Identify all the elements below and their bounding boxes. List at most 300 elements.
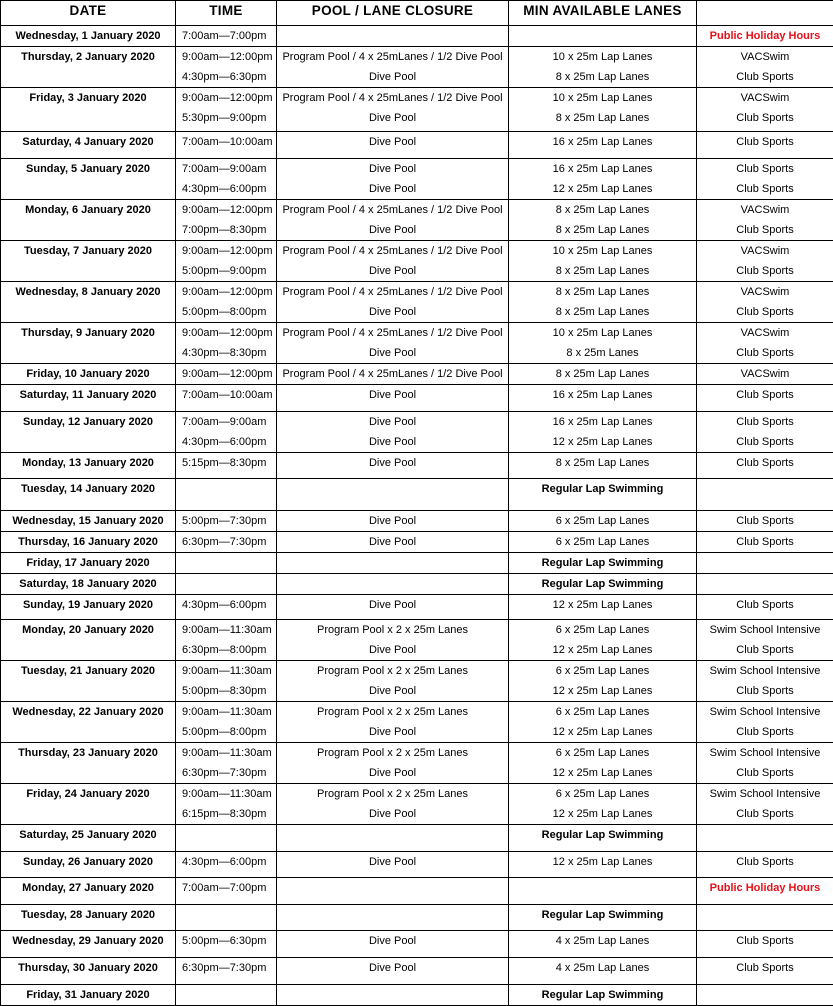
pool-cell bbox=[277, 958, 509, 985]
time-text: 4:30pm—8:30pm bbox=[176, 343, 276, 363]
header-pool: POOL / LANE CLOSURE bbox=[277, 1, 509, 26]
lanes-text: 12 x 25m Lap Lanes bbox=[509, 595, 696, 615]
pool-cell bbox=[277, 453, 509, 479]
lanes-cell bbox=[509, 595, 697, 620]
lanes-text: 6 x 25m Lap Lanes bbox=[509, 743, 696, 763]
pool-text bbox=[277, 878, 508, 898]
schedule-body bbox=[1, 26, 833, 1006]
date-text: Wednesday, 1 January 2020 bbox=[1, 26, 175, 46]
note-text: Club Sports bbox=[697, 595, 833, 615]
note-text: Club Sports bbox=[697, 763, 833, 783]
date-cell bbox=[1, 47, 176, 88]
time-text bbox=[176, 479, 276, 499]
pool-text: Dive Pool bbox=[277, 67, 508, 87]
pool-text bbox=[277, 825, 508, 845]
time-text: 9:00am—12:00pm bbox=[176, 364, 276, 384]
table-row bbox=[1, 553, 833, 574]
lanes-text: 12 x 25m Lap Lanes bbox=[509, 804, 696, 824]
time-cell bbox=[176, 159, 277, 200]
pool-cell bbox=[277, 620, 509, 661]
table-row bbox=[1, 574, 833, 595]
table-row bbox=[1, 661, 833, 702]
time-cell bbox=[176, 532, 277, 553]
pool-cell bbox=[277, 159, 509, 200]
date-cell bbox=[1, 132, 176, 159]
date-text: Wednesday, 15 January 2020 bbox=[1, 511, 175, 531]
pool-text: Dive Pool bbox=[277, 132, 508, 152]
note-text: VACSwim bbox=[697, 200, 833, 220]
pool-cell bbox=[277, 412, 509, 453]
note-cell bbox=[697, 620, 833, 661]
lanes-text: 12 x 25m Lap Lanes bbox=[509, 722, 696, 742]
note-text: VACSwim bbox=[697, 241, 833, 261]
lanes-cell bbox=[509, 47, 697, 88]
pool-text bbox=[277, 26, 508, 46]
date-text: Monday, 6 January 2020 bbox=[1, 200, 175, 220]
date-text: Monday, 20 January 2020 bbox=[1, 620, 175, 640]
pool-text: Program Pool / 4 x 25mLanes / 1/2 Dive Pool bbox=[277, 241, 508, 261]
pool-text: Dive Pool bbox=[277, 412, 508, 432]
pool-text: Dive Pool bbox=[277, 385, 508, 405]
lanes-cell bbox=[509, 702, 697, 743]
pool-text: Dive Pool bbox=[277, 804, 508, 824]
time-cell bbox=[176, 620, 277, 661]
note-cell bbox=[697, 385, 833, 412]
note-cell bbox=[697, 282, 833, 323]
lanes-cell bbox=[509, 159, 697, 200]
pool-cell bbox=[277, 878, 509, 905]
header-time: TIME bbox=[176, 1, 277, 26]
lanes-text: 8 x 25m Lap Lanes bbox=[509, 220, 696, 240]
lanes-text: 8 x 25m Lap Lanes bbox=[509, 453, 696, 473]
lanes-text: 16 x 25m Lap Lanes bbox=[509, 385, 696, 405]
note-text: Club Sports bbox=[697, 722, 833, 742]
lanes-cell bbox=[509, 26, 697, 47]
lanes-cell bbox=[509, 132, 697, 159]
lanes-cell bbox=[509, 574, 697, 595]
date-text: Thursday, 16 January 2020 bbox=[1, 532, 175, 552]
pool-text: Dive Pool bbox=[277, 108, 508, 128]
note-text: Club Sports bbox=[697, 931, 833, 951]
lanes-text: Regular Lap Swimming bbox=[509, 553, 696, 573]
date-text: Thursday, 23 January 2020 bbox=[1, 743, 175, 763]
pool-text: Dive Pool bbox=[277, 220, 508, 240]
table-row bbox=[1, 385, 833, 412]
lanes-cell bbox=[509, 200, 697, 241]
time-text: 9:00am—11:30am bbox=[176, 702, 276, 722]
note-text: Club Sports bbox=[697, 412, 833, 432]
note-text: Club Sports bbox=[697, 852, 833, 872]
date-text: Wednesday, 29 January 2020 bbox=[1, 931, 175, 951]
lanes-text: 12 x 25m Lap Lanes bbox=[509, 681, 696, 701]
pool-text: Program Pool / 4 x 25mLanes / 1/2 Dive Pool bbox=[277, 88, 508, 108]
time-cell bbox=[176, 88, 277, 132]
lanes-text: 8 x 25m Lap Lanes bbox=[509, 200, 696, 220]
note-cell bbox=[697, 132, 833, 159]
table-row bbox=[1, 702, 833, 743]
lanes-cell bbox=[509, 852, 697, 878]
note-text: VACSwim bbox=[697, 47, 833, 67]
note-text bbox=[697, 553, 833, 573]
note-cell bbox=[697, 200, 833, 241]
lanes-text: Regular Lap Swimming bbox=[509, 985, 696, 1005]
header-note bbox=[697, 1, 833, 26]
note-text bbox=[697, 479, 833, 499]
time-text: 5:30pm—9:00pm bbox=[176, 108, 276, 128]
lanes-text: 16 x 25m Lap Lanes bbox=[509, 412, 696, 432]
pool-text: Program Pool / 4 x 25mLanes / 1/2 Dive Pool bbox=[277, 47, 508, 67]
date-text: Friday, 31 January 2020 bbox=[1, 985, 175, 1005]
time-text: 9:00am—11:30am bbox=[176, 620, 276, 640]
note-cell bbox=[697, 453, 833, 479]
time-cell bbox=[176, 479, 277, 511]
lanes-cell bbox=[509, 553, 697, 574]
date-cell bbox=[1, 825, 176, 852]
lanes-text: 8 x 25m Lap Lanes bbox=[509, 261, 696, 281]
note-cell bbox=[697, 878, 833, 905]
lanes-cell bbox=[509, 88, 697, 132]
pool-cell bbox=[277, 479, 509, 511]
note-text: VACSwim bbox=[697, 364, 833, 384]
note-text: Club Sports bbox=[697, 179, 833, 199]
note-text: Swim School Intensive bbox=[697, 620, 833, 640]
lanes-cell bbox=[509, 241, 697, 282]
time-text: 5:00pm—8:00pm bbox=[176, 302, 276, 322]
lanes-text: 10 x 25m Lap Lanes bbox=[509, 323, 696, 343]
date-text: Sunday, 26 January 2020 bbox=[1, 852, 175, 872]
pool-text bbox=[277, 985, 508, 1005]
time-text: 9:00am—12:00pm bbox=[176, 323, 276, 343]
lanes-text: Regular Lap Swimming bbox=[509, 574, 696, 594]
note-cell bbox=[697, 931, 833, 958]
pool-text: Dive Pool bbox=[277, 958, 508, 978]
date-text: Monday, 27 January 2020 bbox=[1, 878, 175, 898]
time-text: 9:00am—12:00pm bbox=[176, 47, 276, 67]
table-row bbox=[1, 931, 833, 958]
time-cell bbox=[176, 364, 277, 385]
note-cell bbox=[697, 985, 833, 1006]
time-text: 9:00am—11:30am bbox=[176, 784, 276, 804]
time-text: 9:00am—12:00pm bbox=[176, 88, 276, 108]
pool-text bbox=[277, 479, 508, 499]
note-cell bbox=[697, 702, 833, 743]
note-text: Club Sports bbox=[697, 681, 833, 701]
time-text: 7:00am—7:00pm bbox=[176, 26, 276, 46]
table-row bbox=[1, 200, 833, 241]
note-text: Club Sports bbox=[697, 804, 833, 824]
time-cell bbox=[176, 931, 277, 958]
time-cell bbox=[176, 412, 277, 453]
time-cell bbox=[176, 825, 277, 852]
pool-cell bbox=[277, 743, 509, 784]
lanes-text: 10 x 25m Lap Lanes bbox=[509, 47, 696, 67]
lanes-text: 8 x 25m Lap Lanes bbox=[509, 302, 696, 322]
lanes-cell bbox=[509, 958, 697, 985]
date-cell bbox=[1, 784, 176, 825]
pool-cell bbox=[277, 574, 509, 595]
note-cell bbox=[697, 364, 833, 385]
pool-text: Dive Pool bbox=[277, 261, 508, 281]
table-row bbox=[1, 323, 833, 364]
table-row bbox=[1, 364, 833, 385]
lanes-text: Regular Lap Swimming bbox=[509, 905, 696, 925]
pool-cell bbox=[277, 784, 509, 825]
note-text: Club Sports bbox=[697, 108, 833, 128]
time-text: 9:00am—11:30am bbox=[176, 743, 276, 763]
note-text: Club Sports bbox=[697, 432, 833, 452]
date-cell bbox=[1, 620, 176, 661]
pool-cell bbox=[277, 26, 509, 47]
note-text: Swim School Intensive bbox=[697, 784, 833, 804]
note-text: Club Sports bbox=[697, 385, 833, 405]
note-text: VACSwim bbox=[697, 88, 833, 108]
pool-cell bbox=[277, 282, 509, 323]
date-cell bbox=[1, 595, 176, 620]
pool-text: Dive Pool bbox=[277, 532, 508, 552]
table-row bbox=[1, 282, 833, 323]
note-text bbox=[697, 905, 833, 925]
lanes-text: Regular Lap Swimming bbox=[509, 825, 696, 845]
note-text: Club Sports bbox=[697, 261, 833, 281]
note-text bbox=[697, 825, 833, 845]
time-text: 5:15pm—8:30pm bbox=[176, 453, 276, 473]
note-text bbox=[697, 574, 833, 594]
pool-text bbox=[277, 905, 508, 925]
note-text: VACSwim bbox=[697, 282, 833, 302]
table-row bbox=[1, 479, 833, 511]
pool-text: Dive Pool bbox=[277, 931, 508, 951]
time-text: 5:00pm—6:30pm bbox=[176, 931, 276, 951]
note-cell bbox=[697, 511, 833, 532]
note-text: Club Sports bbox=[697, 453, 833, 473]
note-cell bbox=[697, 852, 833, 878]
table-row bbox=[1, 958, 833, 985]
date-cell bbox=[1, 364, 176, 385]
note-cell bbox=[697, 958, 833, 985]
note-text: Public Holiday Hours bbox=[697, 26, 833, 46]
note-cell bbox=[697, 479, 833, 511]
table-row bbox=[1, 985, 833, 1006]
date-text: Saturday, 4 January 2020 bbox=[1, 132, 175, 152]
lanes-cell bbox=[509, 479, 697, 511]
lanes-cell bbox=[509, 931, 697, 958]
time-cell bbox=[176, 743, 277, 784]
note-text: Club Sports bbox=[697, 511, 833, 531]
time-text: 6:30pm—7:30pm bbox=[176, 763, 276, 783]
note-cell bbox=[697, 88, 833, 132]
table-row bbox=[1, 132, 833, 159]
lanes-cell bbox=[509, 532, 697, 553]
lanes-text: 10 x 25m Lap Lanes bbox=[509, 88, 696, 108]
time-cell bbox=[176, 47, 277, 88]
note-cell bbox=[697, 412, 833, 453]
lanes-cell bbox=[509, 661, 697, 702]
time-text: 4:30pm—6:00pm bbox=[176, 852, 276, 872]
date-cell bbox=[1, 931, 176, 958]
date-cell bbox=[1, 282, 176, 323]
time-text: 4:30pm—6:00pm bbox=[176, 179, 276, 199]
date-text: Wednesday, 22 January 2020 bbox=[1, 702, 175, 722]
pool-cell bbox=[277, 661, 509, 702]
pool-cell bbox=[277, 553, 509, 574]
time-text: 5:00pm—8:00pm bbox=[176, 722, 276, 742]
lanes-cell bbox=[509, 323, 697, 364]
note-cell bbox=[697, 553, 833, 574]
lanes-text: 10 x 25m Lap Lanes bbox=[509, 241, 696, 261]
time-text: 7:00am—10:00am bbox=[176, 132, 276, 152]
pool-text: Program Pool x 2 x 25m Lanes bbox=[277, 661, 508, 681]
date-cell bbox=[1, 532, 176, 553]
lanes-cell bbox=[509, 511, 697, 532]
date-cell bbox=[1, 385, 176, 412]
time-cell bbox=[176, 595, 277, 620]
lanes-text: 6 x 25m Lap Lanes bbox=[509, 661, 696, 681]
date-text: Friday, 24 January 2020 bbox=[1, 784, 175, 804]
pool-cell bbox=[277, 200, 509, 241]
time-cell bbox=[176, 553, 277, 574]
date-text: Sunday, 19 January 2020 bbox=[1, 595, 175, 615]
table-row bbox=[1, 878, 833, 905]
note-text: Swim School Intensive bbox=[697, 661, 833, 681]
time-cell bbox=[176, 878, 277, 905]
time-text bbox=[176, 574, 276, 594]
note-text: Swim School Intensive bbox=[697, 743, 833, 763]
date-text: Thursday, 2 January 2020 bbox=[1, 47, 175, 67]
date-cell bbox=[1, 905, 176, 931]
date-text: Saturday, 25 January 2020 bbox=[1, 825, 175, 845]
date-cell bbox=[1, 453, 176, 479]
date-text: Monday, 13 January 2020 bbox=[1, 453, 175, 473]
pool-cell bbox=[277, 132, 509, 159]
pool-text: Program Pool x 2 x 25m Lanes bbox=[277, 784, 508, 804]
date-text: Thursday, 30 January 2020 bbox=[1, 958, 175, 978]
table-row bbox=[1, 532, 833, 553]
table-row bbox=[1, 595, 833, 620]
time-text: 6:15pm—8:30pm bbox=[176, 804, 276, 824]
pool-cell bbox=[277, 595, 509, 620]
lanes-text: 6 x 25m Lap Lanes bbox=[509, 511, 696, 531]
time-text: 9:00am—12:00pm bbox=[176, 282, 276, 302]
pool-cell bbox=[277, 364, 509, 385]
pool-text: Program Pool x 2 x 25m Lanes bbox=[277, 620, 508, 640]
time-text: 7:00am—9:00am bbox=[176, 412, 276, 432]
time-cell bbox=[176, 132, 277, 159]
lanes-text: 12 x 25m Lap Lanes bbox=[509, 432, 696, 452]
note-text: Club Sports bbox=[697, 67, 833, 87]
table-row bbox=[1, 412, 833, 453]
date-text: Friday, 3 January 2020 bbox=[1, 88, 175, 108]
pool-cell bbox=[277, 241, 509, 282]
lanes-text bbox=[509, 26, 696, 46]
note-text: Club Sports bbox=[697, 343, 833, 363]
note-cell bbox=[697, 905, 833, 931]
time-cell bbox=[176, 323, 277, 364]
time-text bbox=[176, 905, 276, 925]
table-row bbox=[1, 825, 833, 852]
note-text: Club Sports bbox=[697, 132, 833, 152]
note-cell bbox=[697, 26, 833, 47]
table-row bbox=[1, 784, 833, 825]
lanes-text: 12 x 25m Lap Lanes bbox=[509, 763, 696, 783]
pool-text: Dive Pool bbox=[277, 852, 508, 872]
lanes-cell bbox=[509, 878, 697, 905]
table-row bbox=[1, 620, 833, 661]
time-text: 6:30pm—7:30pm bbox=[176, 532, 276, 552]
lanes-text: 8 x 25m Lanes bbox=[509, 343, 696, 363]
time-text: 9:00am—12:00pm bbox=[176, 241, 276, 261]
table-row bbox=[1, 241, 833, 282]
time-cell bbox=[176, 702, 277, 743]
table-row bbox=[1, 852, 833, 878]
date-cell bbox=[1, 323, 176, 364]
lanes-text: 4 x 25m Lap Lanes bbox=[509, 958, 696, 978]
date-text: Saturday, 11 January 2020 bbox=[1, 385, 175, 405]
time-text: 9:00am—11:30am bbox=[176, 661, 276, 681]
note-cell bbox=[697, 159, 833, 200]
pool-cell bbox=[277, 931, 509, 958]
lanes-text: 12 x 25m Lap Lanes bbox=[509, 852, 696, 872]
pool-text: Dive Pool bbox=[277, 343, 508, 363]
lanes-cell bbox=[509, 620, 697, 661]
date-text: Thursday, 9 January 2020 bbox=[1, 323, 175, 343]
note-text: Club Sports bbox=[697, 958, 833, 978]
time-text bbox=[176, 825, 276, 845]
note-text: Club Sports bbox=[697, 159, 833, 179]
date-text: Sunday, 12 January 2020 bbox=[1, 412, 175, 432]
note-cell bbox=[697, 595, 833, 620]
pool-cell bbox=[277, 88, 509, 132]
table-row bbox=[1, 743, 833, 784]
note-text: Public Holiday Hours bbox=[697, 878, 833, 898]
date-cell bbox=[1, 985, 176, 1006]
time-cell bbox=[176, 905, 277, 931]
pool-cell bbox=[277, 323, 509, 364]
date-cell bbox=[1, 412, 176, 453]
pool-text: Program Pool / 4 x 25mLanes / 1/2 Dive Pool bbox=[277, 364, 508, 384]
date-text: Tuesday, 7 January 2020 bbox=[1, 241, 175, 261]
time-text: 5:00pm—9:00pm bbox=[176, 261, 276, 281]
lanes-text: 8 x 25m Lap Lanes bbox=[509, 108, 696, 128]
note-cell bbox=[697, 784, 833, 825]
pool-text: Dive Pool bbox=[277, 302, 508, 322]
note-text: Club Sports bbox=[697, 640, 833, 660]
time-cell bbox=[176, 453, 277, 479]
lanes-cell bbox=[509, 905, 697, 931]
lanes-text: 8 x 25m Lap Lanes bbox=[509, 364, 696, 384]
date-cell bbox=[1, 88, 176, 132]
time-text: 7:00am—9:00am bbox=[176, 159, 276, 179]
date-cell bbox=[1, 574, 176, 595]
note-cell bbox=[697, 743, 833, 784]
lanes-text: 4 x 25m Lap Lanes bbox=[509, 931, 696, 951]
pool-cell bbox=[277, 47, 509, 88]
pool-text: Dive Pool bbox=[277, 681, 508, 701]
date-cell bbox=[1, 958, 176, 985]
time-cell bbox=[176, 958, 277, 985]
lanes-cell bbox=[509, 282, 697, 323]
time-cell bbox=[176, 26, 277, 47]
date-cell bbox=[1, 702, 176, 743]
lanes-cell bbox=[509, 784, 697, 825]
pool-text: Dive Pool bbox=[277, 179, 508, 199]
pool-text bbox=[277, 553, 508, 573]
pool-text: Program Pool / 4 x 25mLanes / 1/2 Dive Pool bbox=[277, 200, 508, 220]
pool-cell bbox=[277, 852, 509, 878]
lanes-cell bbox=[509, 364, 697, 385]
note-text: Club Sports bbox=[697, 302, 833, 322]
lanes-text bbox=[509, 878, 696, 898]
date-text: Tuesday, 21 January 2020 bbox=[1, 661, 175, 681]
